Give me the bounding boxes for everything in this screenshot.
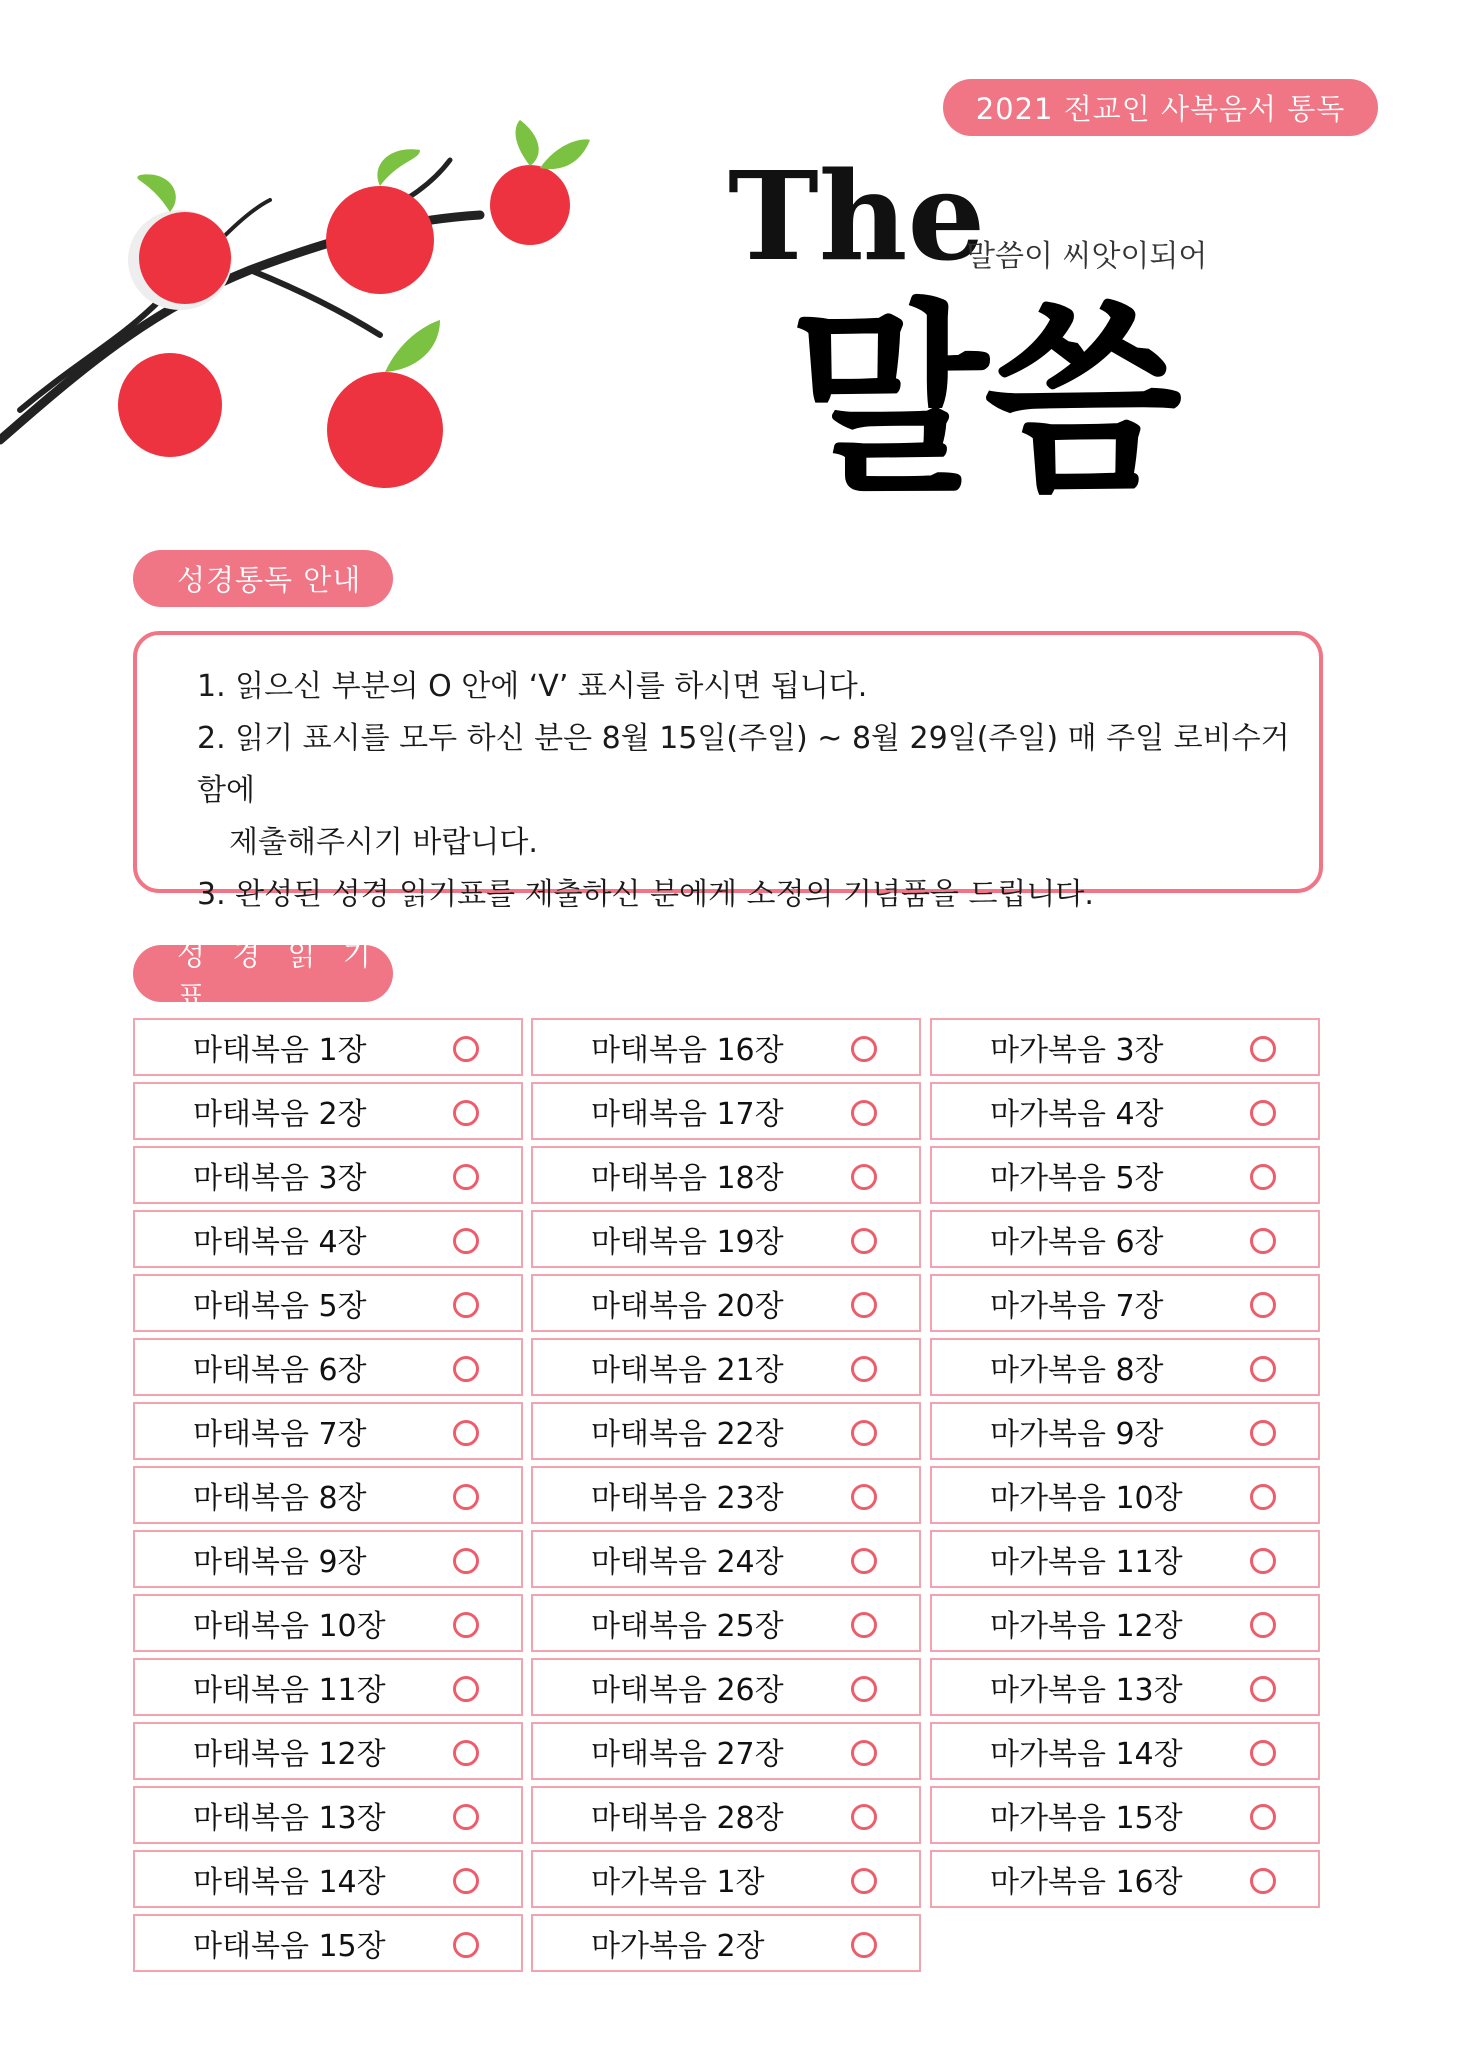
check-circle-icon[interactable] [453,1356,479,1382]
check-circle-icon[interactable] [1250,1612,1276,1638]
chapter-label: 마태복음 17장 [591,1097,784,1132]
check-circle-icon[interactable] [453,1868,479,1894]
reading-cell [133,1338,523,1396]
chapter-label: 마태복음 13장 [193,1801,386,1836]
check-circle-icon[interactable] [1250,1292,1276,1318]
reading-cell [930,1338,1320,1396]
chapter-label: 마태복음 8장 [193,1481,367,1516]
reading-cell [930,1274,1320,1332]
reading-cell [930,1850,1320,1908]
reading-cell [531,1082,921,1140]
program-badge: 2021 전교인 사복음서 통독 [943,79,1378,136]
check-circle-icon[interactable] [453,1228,479,1254]
check-circle-icon[interactable] [851,1100,877,1126]
reading-cell [133,1082,523,1140]
guide-line-1: 1. 읽으신 부분의 O 안에 ‘V’ 표시를 하시면 됩니다. [197,669,868,704]
chapter-label: 마가복음 11장 [990,1545,1183,1580]
check-circle-icon[interactable] [1250,1036,1276,1062]
reading-cell [133,1466,523,1524]
reading-cell [133,1850,523,1908]
check-circle-icon[interactable] [851,1036,877,1062]
reading-cell [531,1722,921,1780]
reading-cell [133,1274,523,1332]
guide-line-2-cont: 제출해주시기 바랍니다. [229,825,538,860]
check-circle-icon[interactable] [851,1164,877,1190]
reading-cell [133,1530,523,1588]
reading-cell [930,1786,1320,1844]
chapter-label: 마태복음 24장 [591,1545,784,1580]
check-circle-icon[interactable] [1250,1228,1276,1254]
chapter-label: 마태복음 5장 [193,1289,367,1324]
chapter-label: 마태복음 16장 [591,1033,784,1068]
title-the: The [728,144,986,288]
check-circle-icon[interactable] [1250,1676,1276,1702]
chapter-label: 마태복음 7장 [193,1417,367,1452]
reading-cell [930,1722,1320,1780]
reading-cell [930,1466,1320,1524]
chapter-label: 마태복음 23장 [591,1481,784,1516]
check-circle-icon[interactable] [453,1676,479,1702]
reading-cell [930,1082,1320,1140]
chapter-label: 마태복음 14장 [193,1865,386,1900]
reading-cell [531,1658,921,1716]
check-circle-icon[interactable] [453,1036,479,1062]
reading-cell [531,1530,921,1588]
guide-line-2: 2. 읽기 표시를 모두 하신 분은 8월 15일(주일) ~ 8월 29일(주일) 매 주일 로비수거함에 [197,721,1290,808]
title-subtitle: 말씀이 씨앗이되어 [966,239,1208,274]
check-circle-icon[interactable] [1250,1100,1276,1126]
chapter-label: 마태복음 18장 [591,1161,784,1196]
chapter-label: 마가복음 14장 [990,1737,1183,1772]
check-circle-icon[interactable] [851,1484,877,1510]
apples [118,165,570,488]
check-circle-icon[interactable] [1250,1420,1276,1446]
check-circle-icon[interactable] [1250,1804,1276,1830]
chapter-label: 마태복음 28장 [591,1801,784,1836]
reading-cell [531,1274,921,1332]
chapter-label: 마태복음 2장 [193,1097,367,1132]
reading-cell [930,1018,1320,1076]
chapter-label: 마가복음 7장 [990,1289,1164,1324]
chapter-label: 마태복음 25장 [591,1609,784,1644]
check-circle-icon[interactable] [1250,1740,1276,1766]
chapter-label: 마가복음 1장 [591,1865,765,1900]
check-circle-icon[interactable] [453,1420,479,1446]
reading-cell [930,1530,1320,1588]
reading-cell [133,1786,523,1844]
title-main: 말씀 [790,283,1179,521]
check-circle-icon[interactable] [453,1740,479,1766]
reading-cell [930,1594,1320,1652]
chapter-label: 마가복음 16장 [990,1865,1183,1900]
chapter-label: 마태복음 26장 [591,1673,784,1708]
check-circle-icon[interactable] [453,1804,479,1830]
chapter-label: 마태복음 1장 [193,1033,367,1068]
check-circle-icon[interactable] [1250,1548,1276,1574]
reading-cell [930,1658,1320,1716]
reading-cell [133,1594,523,1652]
reading-cell [133,1146,523,1204]
chapter-label: 마가복음 5장 [990,1161,1164,1196]
check-circle-icon[interactable] [851,1548,877,1574]
chapter-label: 마태복음 19장 [591,1225,784,1260]
chapter-label: 마태복음 10장 [193,1609,386,1644]
check-circle-icon[interactable] [851,1868,877,1894]
chapter-label: 마태복음 3장 [193,1161,367,1196]
chapter-label: 마태복음 9장 [193,1545,367,1580]
reading-cell [133,1722,523,1780]
chapter-label: 마가복음 13장 [990,1673,1183,1708]
reading-cell [133,1658,523,1716]
check-circle-icon[interactable] [851,1804,877,1830]
chapter-label: 마태복음 20장 [591,1289,784,1324]
reading-cell [133,1402,523,1460]
guide-line-3: 3. 완성된 성경 읽기표를 제출하신 분에게 소정의 기념품을 드립니다. [197,877,1094,912]
reading-cell [133,1018,523,1076]
reading-cell [531,1786,921,1844]
guide-box [133,631,1323,912]
check-circle-icon[interactable] [851,1612,877,1638]
apple-branch-illustration [0,100,640,500]
check-circle-icon[interactable] [851,1676,877,1702]
reading-cell [133,1914,523,1972]
check-circle-icon[interactable] [851,1420,877,1446]
chapter-label: 마태복음 15장 [193,1929,386,1964]
reading-cell [531,1594,921,1652]
check-circle-icon[interactable] [851,1356,877,1382]
check-circle-icon[interactable] [453,1292,479,1318]
reading-cell [531,1850,921,1908]
check-circle-icon[interactable] [851,1292,877,1318]
chapter-label: 마가복음 2장 [591,1929,765,1964]
chapter-label: 마가복음 12장 [990,1609,1183,1644]
chapter-label: 마가복음 4장 [990,1097,1164,1132]
chapter-label: 마태복음 22장 [591,1417,784,1452]
check-circle-icon[interactable] [851,1228,877,1254]
chapter-label: 마태복음 11장 [193,1673,386,1708]
check-circle-icon[interactable] [453,1548,479,1574]
check-circle-icon[interactable] [1250,1868,1276,1894]
reading-cell [930,1210,1320,1268]
chapter-label: 마가복음 9장 [990,1417,1164,1452]
check-circle-icon[interactable] [1250,1164,1276,1190]
reading-table-heading: 성 경 읽 기 표 [133,945,393,1002]
check-circle-icon[interactable] [851,1932,877,1958]
reading-cell [531,1146,921,1204]
check-circle-icon[interactable] [453,1932,479,1958]
reading-cell [531,1210,921,1268]
check-circle-icon[interactable] [453,1612,479,1638]
check-circle-icon[interactable] [453,1164,479,1190]
reading-cell [531,1466,921,1524]
chapter-label: 마태복음 12장 [193,1737,386,1772]
chapter-label: 마태복음 21장 [591,1353,784,1388]
check-circle-icon[interactable] [453,1484,479,1510]
reading-cell [930,1402,1320,1460]
chapter-label: 마태복음 4장 [193,1225,367,1260]
check-circle-icon[interactable] [453,1100,479,1126]
chapter-label: 마가복음 8장 [990,1353,1164,1388]
reading-cell [531,1402,921,1460]
guide-heading: 성경통독 안내 [133,550,393,607]
check-circle-icon[interactable] [851,1740,877,1766]
reading-cell [531,1914,921,1972]
reading-cell [531,1018,921,1076]
chapter-label: 마태복음 27장 [591,1737,784,1772]
chapter-label: 마가복음 10장 [990,1481,1183,1516]
chapter-label: 마가복음 3장 [990,1033,1164,1068]
chapter-label: 마가복음 15장 [990,1801,1183,1836]
reading-cell [133,1210,523,1268]
check-circle-icon[interactable] [1250,1484,1276,1510]
chapter-label: 마태복음 6장 [193,1353,367,1388]
reading-cell [930,1146,1320,1204]
check-circle-icon[interactable] [1250,1356,1276,1382]
reading-cell [531,1338,921,1396]
chapter-label: 마가복음 6장 [990,1225,1164,1260]
